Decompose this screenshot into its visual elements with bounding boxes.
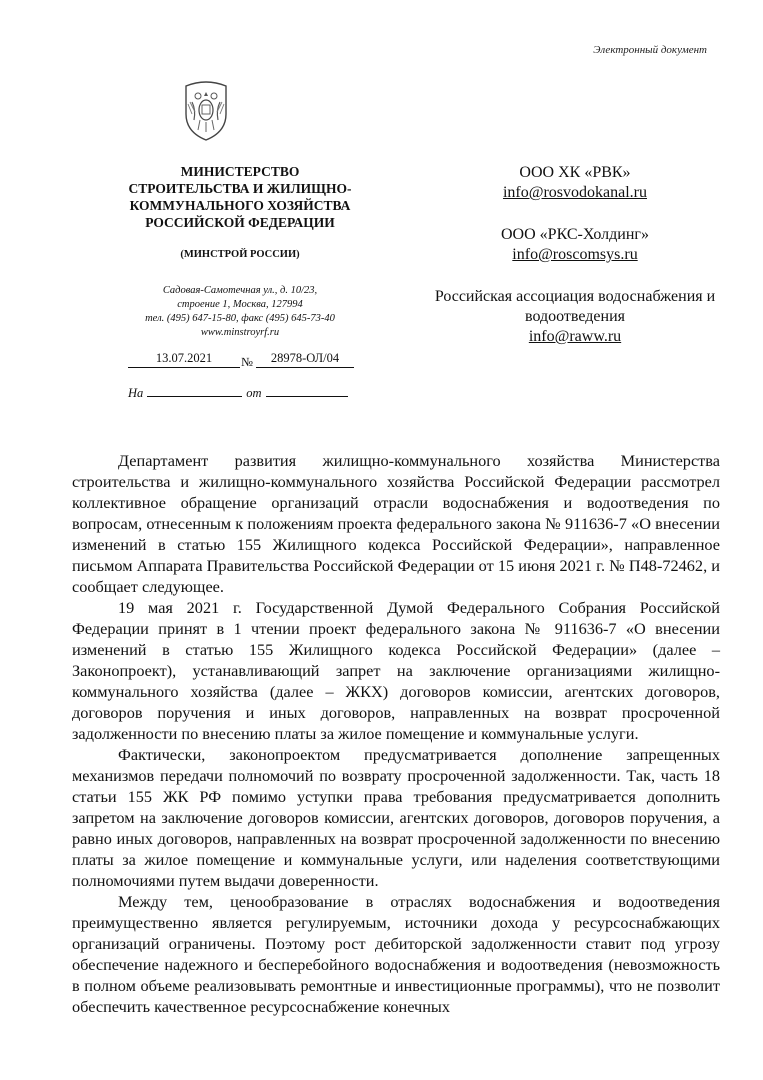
- recipient-email-link[interactable]: info@roscomsys.ru: [512, 246, 638, 263]
- electronic-document-label: Электронный документ: [593, 44, 707, 56]
- ministry-name-line: СТРОИТЕЛЬСТВА И ЖИЛИЩНО-: [128, 181, 352, 196]
- reference-date-blank: [266, 386, 348, 397]
- russian-coat-of-arms-icon: [180, 80, 232, 142]
- recipient-email-link[interactable]: info@raww.ru: [528, 328, 622, 345]
- ministry-name-line: МИНИСТЕРСТВО: [180, 164, 300, 179]
- letter-body: [72, 450, 720, 1017]
- recipients-block: [410, 163, 740, 369]
- recipient-name: ООО ХК «РВК»: [519, 164, 631, 181]
- address-line: тел. (495) 647-15-80, факс (495) 645-73-40: [145, 313, 335, 324]
- body-paragraph: Департамент развития жилищно-коммунального хозяйства Министерства строительства и жилищно-коммунального хозяйства Российской Федерации рассмотрел коллективное обращение организаций отрасли водоснабжения и водоотведения по вопросам, отнесенным к положениям проекта федерального закона № 911636-7 «О внесении изменений в статью 155 Жилищного кодекса Российской Федерации», направленное письмом Аппарата Правительства Российской Федерации от 15 июня 2021 г. № П48-72462, и сообщает следующее.: [72, 451, 720, 596]
- ministry-name-line: РОССИЙСКОЙ ФЕДЕРАЦИИ: [145, 215, 335, 230]
- recipient: [410, 225, 740, 265]
- recipient-name: Российская ассоциация водоснабжения и водоотведения: [434, 288, 716, 325]
- body-paragraph: Между тем, ценообразование в отраслях водоснабжения и водоотведения преимущественно является регулируемым, источники дохода у ресурсоснабжающих организаций ограничены. Поэтому рост дебиторской задолженности ставит под угрозу обеспечение надежного и бесперебойного водоснабжения и водоотведения (невозможность в полном объеме реализовывать ремонтные и инвестиционные программы), что не позволит обеспечить качественное ресурсоснабжение конечных: [72, 892, 720, 1016]
- reference-number-blank: [147, 386, 242, 397]
- body-paragraph: 19 мая 2021 г. Государственной Думой Федерального Собрания Российской Федерации принят в 1 чтении проект федерального закона № 911636-7 «О внесении изменений в статью 155 Жилищного кодекса Российской Федерации» (далее – Законопроект), устанавливающий запрет на заключение организациями жилищно-коммунального хозяйства (далее – ЖКХ) договоров комиссии, агентских договоров, договоров поручения и иных договоров, направленных на возврат просроченной задолженности по внесению платы за жилое помещение и коммунальные услуги.: [72, 598, 720, 743]
- ministry-name: [100, 163, 380, 231]
- from-label: от: [246, 386, 262, 400]
- registration-line: [128, 346, 354, 370]
- recipient-name: ООО «РКС-Холдинг»: [501, 226, 649, 243]
- ministry-short-name: (МИНСТРОЙ РОССИИ): [180, 249, 300, 260]
- registration-number: 28978-ОЛ/04: [256, 351, 354, 368]
- on-label: На: [128, 386, 144, 400]
- reference-line: [128, 386, 358, 401]
- number-sign: №: [241, 355, 253, 369]
- address-line: строение 1, Москва, 127994: [177, 299, 303, 310]
- recipient: [410, 163, 740, 203]
- ministry-address: [100, 284, 380, 340]
- registration-date: 13.07.2021: [128, 351, 240, 368]
- recipient: [410, 287, 740, 347]
- body-paragraph: Фактически, законопроектом предусматривается дополнение запрещенных механизмов передачи полномочий по возврату просроченной задолженности. Так, часть 18 статьи 155 ЖК РФ помимо уступки права требования предусматривается дополнить запретом на заключение договоров комиссии, агентских договоров, договоров поручения, а равно иных договоров, направленных на возврат просроченной задолженности по внесению платы за жилое помещение и коммунальные услуги, или наделения соответствующими полномочиями путем выдачи доверенности.: [72, 745, 720, 890]
- ministry-name-line: КОММУНАЛЬНОГО ХОЗЯЙСТВА: [129, 198, 351, 213]
- recipient-email-link[interactable]: info@rosvodokanal.ru: [502, 184, 648, 201]
- address-line: Садовая-Самотечная ул., д. 10/23,: [162, 285, 318, 296]
- website-line: www.minstroyrf.ru: [200, 327, 280, 338]
